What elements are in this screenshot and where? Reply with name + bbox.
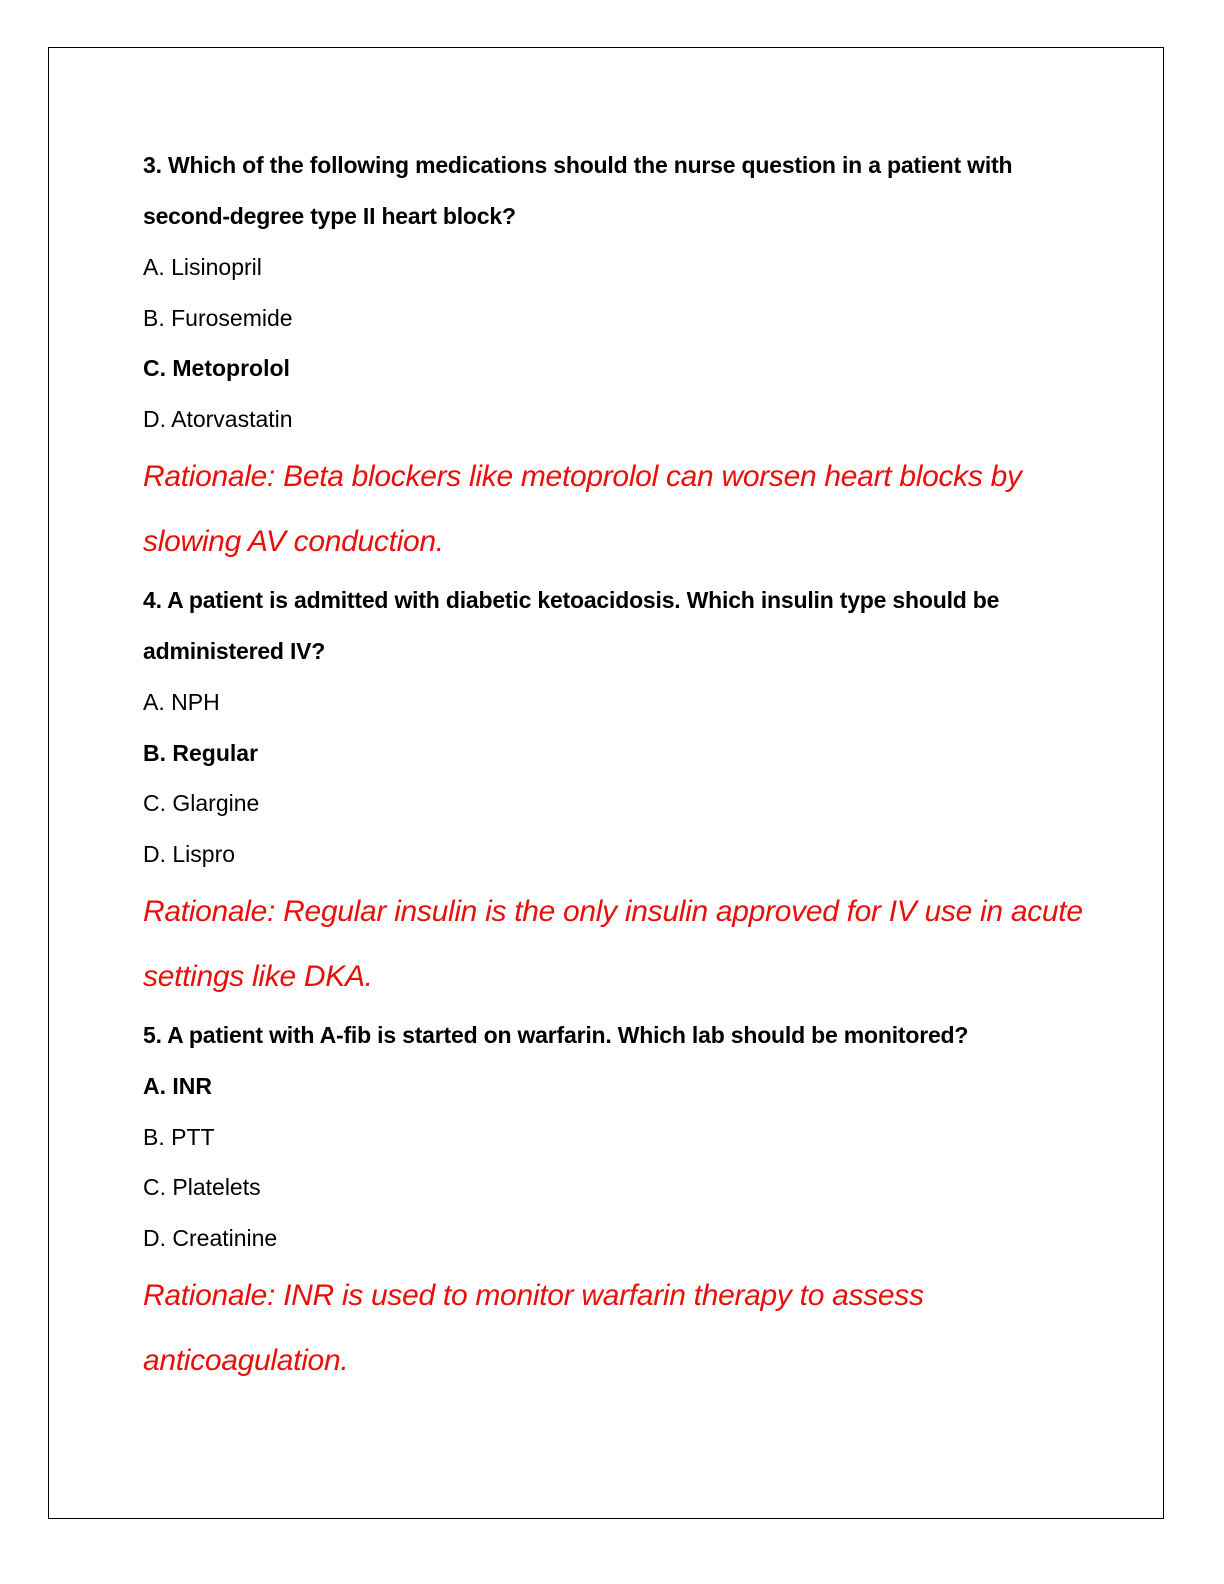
question-5-option-c: C. Platelets [143,1174,261,1200]
question-4-option-b-correct: B. Regular [143,739,259,766]
question-4-number: 4. [143,587,162,613]
question-5-prompt: A patient with A-fib is started on warfarin. Which lab should be monitored? [167,1022,969,1048]
question-3-option-b: B. Furosemide [143,304,293,331]
question-5-option-a-correct: A. INR [143,1073,212,1099]
question-4-prompt: A patient is admitted with diabetic ketoacidosis. Which insulin type should be administered IV? [143,587,1000,664]
question-3-option-a: A. Lisinopril [143,254,262,280]
question-4-option-d: D. Lispro [143,840,236,867]
question-5-option-d: D. Creatinine [143,1224,278,1251]
question-3-number: 3. [143,152,162,178]
question-4-text [143,575,1083,677]
question-5-text [143,1010,1083,1061]
question-3-rationale: Rationale: Beta blockers like metoprolol can worsen heart blocks by slowing AV conduction. [143,460,1022,558]
question-4-option-c: C. Glargine [143,790,260,816]
question-4-option-a: A. NPH [143,689,220,715]
quiz-content [143,140,1083,1394]
question-5 [143,1010,1083,1393]
question-5-rationale: Rationale: INR is used to monitor warfarin therapy to assess anticoagulation. [143,1279,924,1377]
question-3-prompt: Which of the following medications should the nurse question in a patient with second-degree type II heart block? [143,152,1013,229]
question-5-number: 5. [143,1022,162,1048]
question-3-option-c-correct: C. Metoprolol [143,355,290,381]
question-4-rationale: Rationale: Regular insulin is the only insulin approved for IV use in acute settings like DKA. [143,895,1083,993]
question-3-option-d: D. Atorvastatin [143,405,293,432]
question-3 [143,140,1083,574]
question-5-option-b: B. PTT [143,1123,215,1150]
question-3-text [143,140,1083,242]
question-4 [143,575,1083,1009]
